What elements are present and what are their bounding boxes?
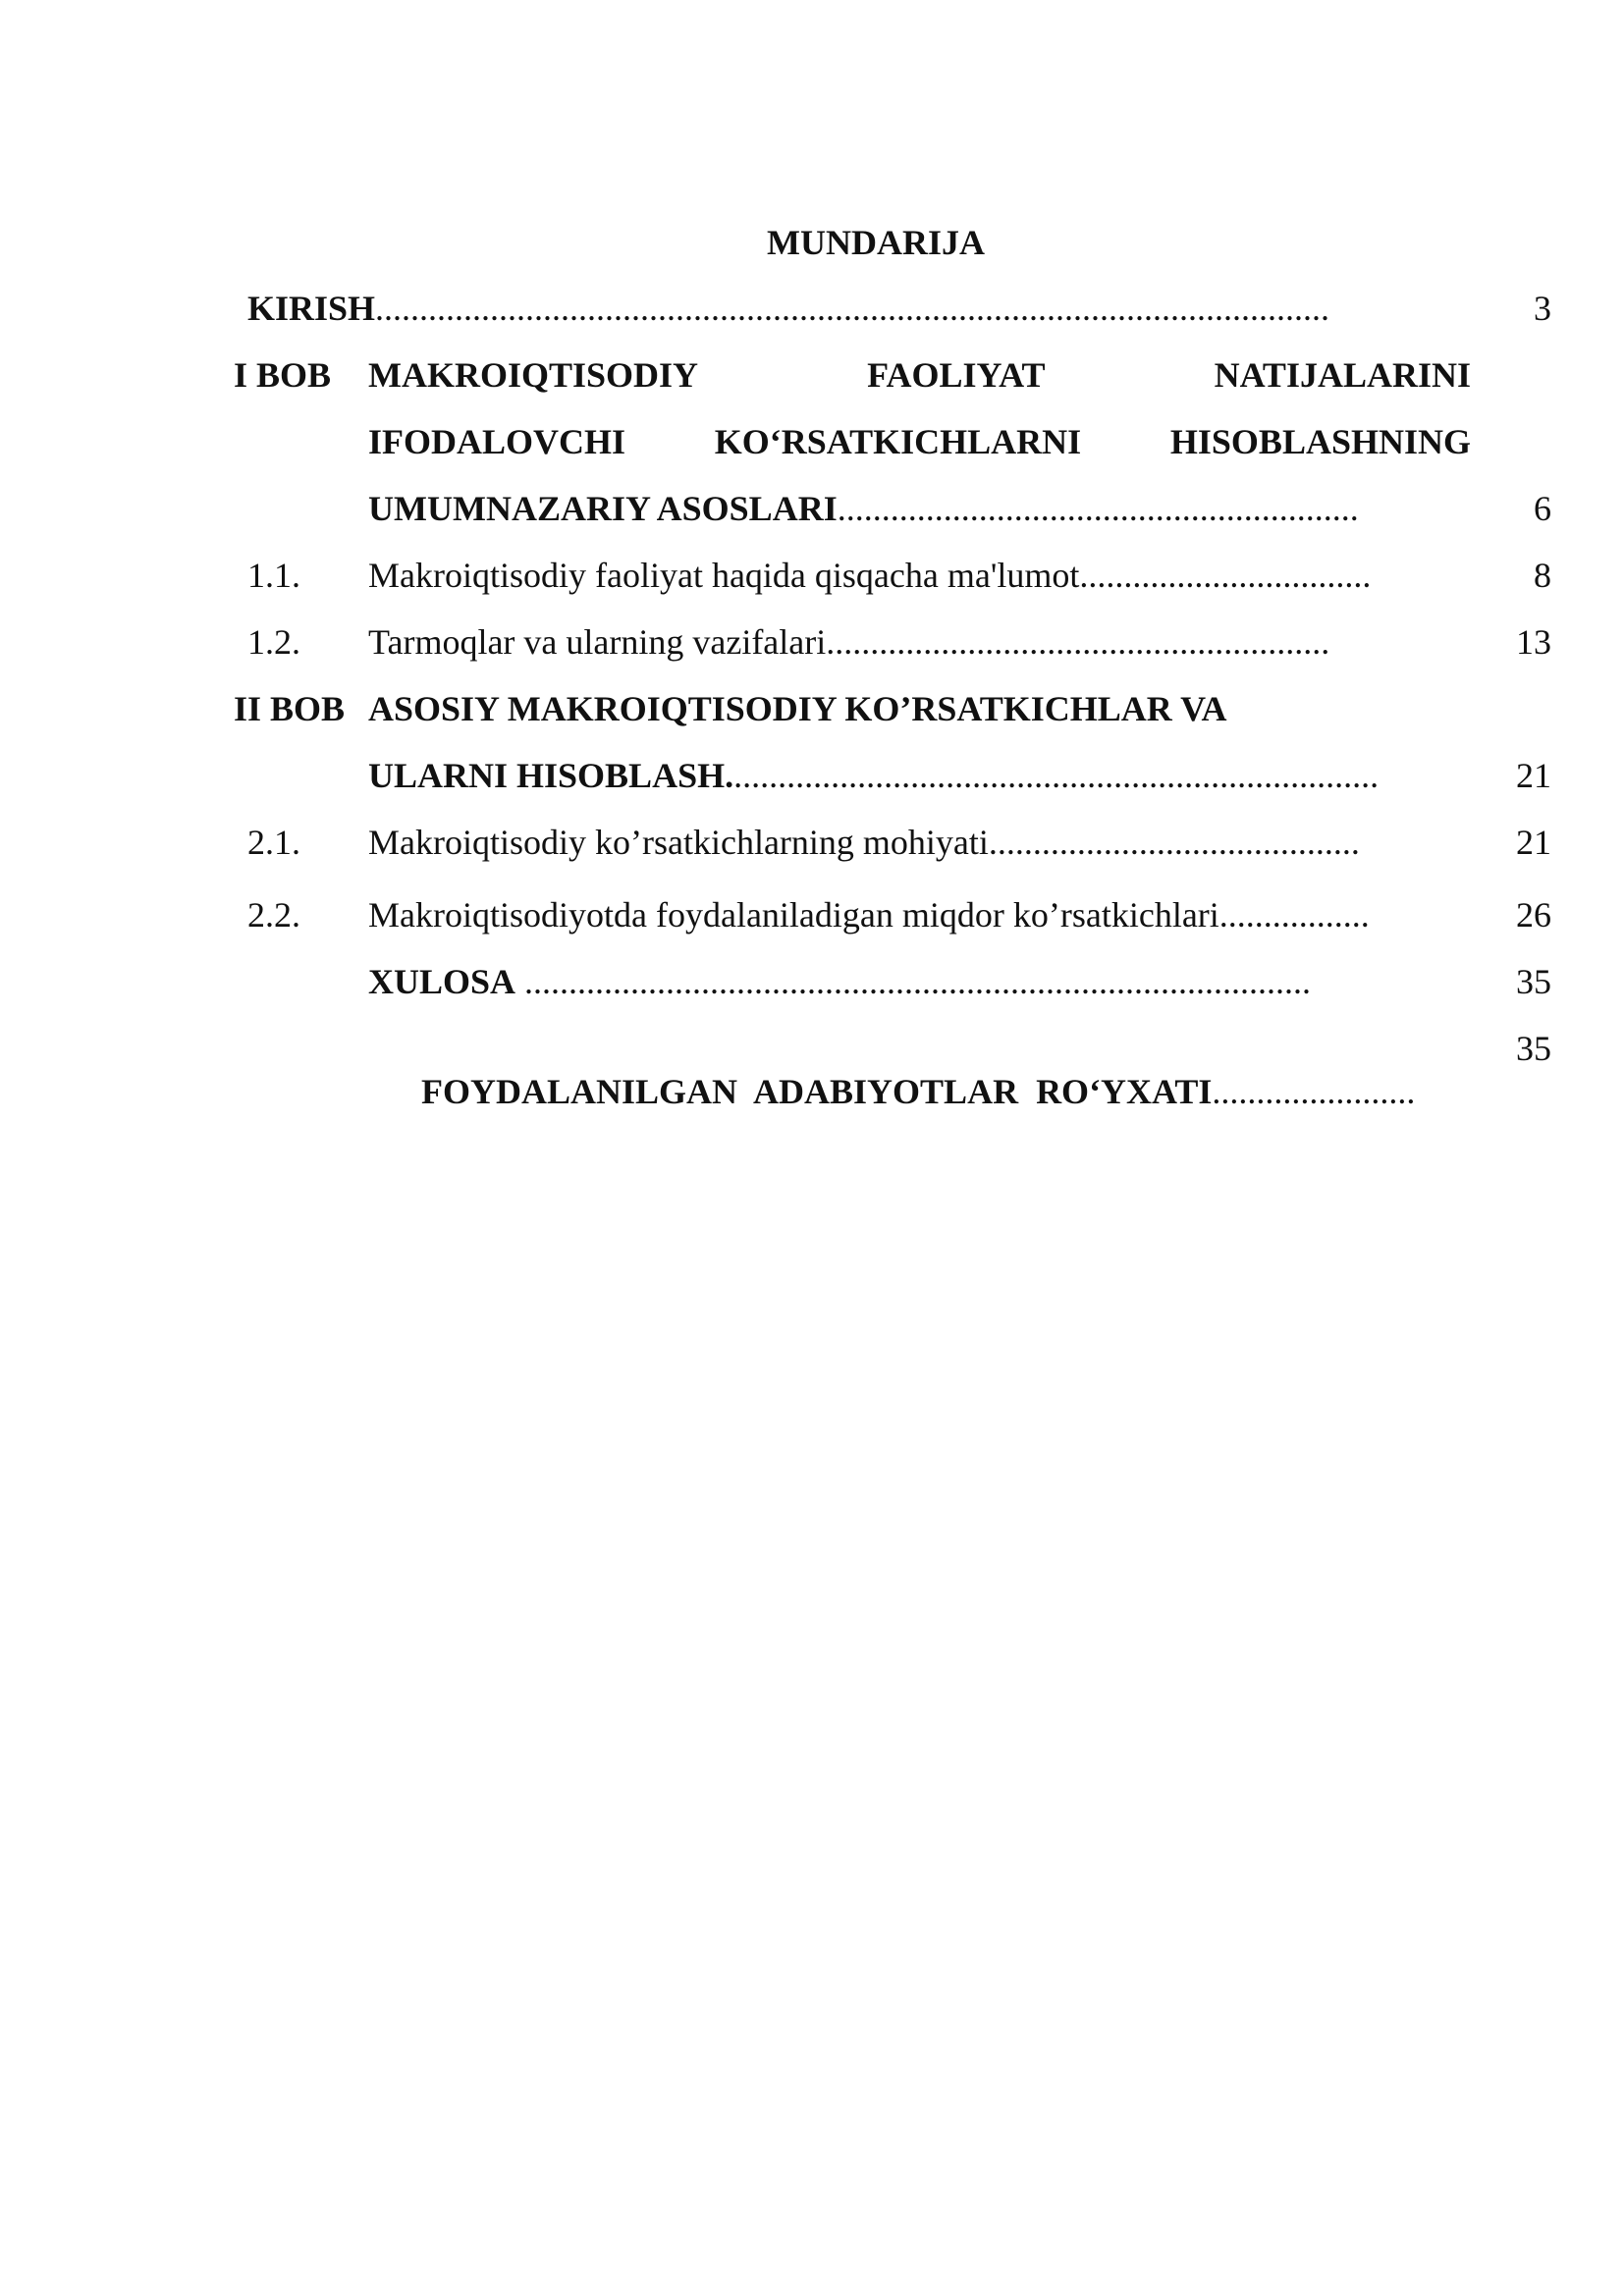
toc-page-number: 8 [1534, 556, 1551, 595]
toc-entry-title: Makroiqtisodiy ko’rsatkichlarning mohiyati [368, 823, 989, 862]
page-title: MUNDARIJA [767, 223, 985, 262]
toc-entry-title: UMUMNAZARIY ASOSLARI [368, 489, 838, 528]
toc-entry-title: Tarmoqlar va ularning vazifalari [368, 622, 827, 662]
heading-word: KO‘RSATKICHLARNI [714, 422, 1082, 461]
chapter-heading: ASOSIY MAKROIQTISODIY KO’RSATKICHLAR VA [368, 689, 1227, 728]
toc-page-number: 35 [1516, 1029, 1551, 1068]
toc-leader-dots: .......................................... [988, 823, 1360, 862]
toc-leader-dots: ......................................................... [826, 622, 1330, 662]
toc-page-number: 6 [1534, 489, 1551, 528]
toc-leader-dots: ........................................................... [837, 489, 1359, 528]
toc-page-number: 21 [1516, 823, 1551, 862]
toc-leader-dots: ............................................................................................................ [375, 289, 1330, 328]
heading-word: IFODALOVCHI [368, 422, 626, 461]
heading-word: FAOLIYAT [867, 355, 1046, 395]
toc-leader-dots: ......................................................................................... [515, 962, 1312, 1001]
section-number: 1.2. [247, 622, 300, 662]
heading-word: HISOBLASHNING [1169, 422, 1471, 461]
chapter-label: II BOB [234, 689, 346, 728]
section-number: 1.1. [247, 556, 300, 595]
toc-entry-title: FOYDALANILGAN ADABIYOTLAR RO‘YXATI [421, 1072, 1213, 1111]
toc-entry-title: Makroiqtisodiyotda foydalaniladigan miqdor ko’rsatkichlari [368, 895, 1219, 934]
toc-leader-dots: ................. [1218, 895, 1370, 934]
section-number: 2.1. [247, 823, 300, 862]
toc-page-number: 21 [1516, 756, 1551, 795]
section-number: 2.2. [247, 895, 300, 934]
toc-entry-title: Makroiqtisodiy faoliyat haqida qisqacha ma'lumot [368, 556, 1080, 595]
toc-page-number: 35 [1516, 962, 1551, 1001]
toc-entry-title: KIRISH [247, 289, 376, 328]
toc-page-number: 26 [1516, 895, 1551, 934]
toc-entry-title: XULOSA [368, 962, 516, 1001]
toc-entry-title: ULARNI HISOBLASH. [368, 756, 734, 795]
toc-leader-dots: ....................... [1212, 1072, 1416, 1111]
chapter-label: I BOB [234, 355, 332, 395]
toc-leader-dots: ................................. [1079, 556, 1372, 595]
heading-word: NATIJALARINI [1214, 355, 1471, 395]
heading-word: MAKROIQTISODIY [368, 355, 699, 395]
toc-page-number: 3 [1534, 289, 1551, 328]
toc-page-number: 13 [1516, 622, 1551, 662]
toc-leader-dots: ......................................................................... [733, 756, 1380, 795]
